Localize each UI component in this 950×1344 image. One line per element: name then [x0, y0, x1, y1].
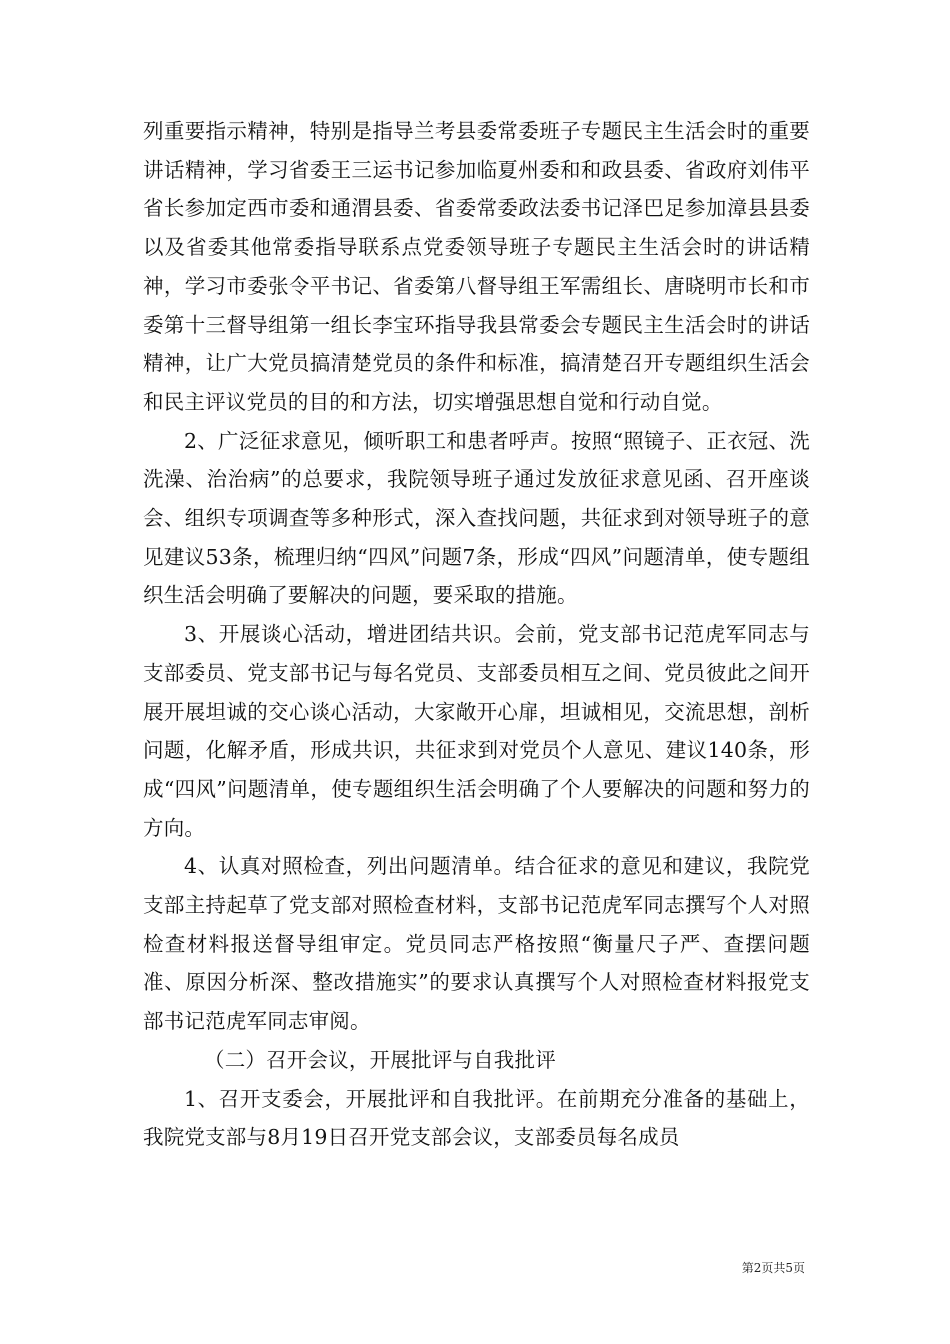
paragraph-item-2: 2、广泛征求意见，倾听职工和患者呼声。按照“照镜子、正衣冠、洗洗澡、治治病”的总要求，我院领导班子通过发放征求意见函、召开座谈会、组织专项调查等多种形式，深入查找问题，共征求到对领导班子的意见建议53条，梳理归纳“四风”问题7条，形成“四风”问题清单，使专题组织生活会明确了要解决的问题，要采取的措施。: [143, 428, 810, 608]
page-number: 第2页共5页: [741, 1261, 805, 1275]
paragraph-section-2-item-1: 1、召开支委会，开展批评和自我批评。在前期充分准备的基础上，我院党支部与8月19日召开党支部会议，支部委员每名成员: [143, 1086, 810, 1150]
paragraph-continuation: 列重要指示精神，特别是指导兰考县委常委班子专题民主生活会时的重要讲话精神，学习省委王三运书记参加临夏州委和和政县委、省政府刘伟平省长参加定西市委和通渭县委、省委常委政法委书记泽巴足参加漳县县委以及省委其他常委指导联系点党委领导班子专题民主生活会时的讲话精神，学习市委张令平书记、省委第八督导组王军需组长、唐晓明市长和市委第十三督导组第一组长李宝环指导我县常委会专题民主生活会时的讲话精神，让广大党员搞清楚党员的条件和标准，搞清楚召开专题组织生活会和民主评议党员的目的和方法，切实增强思想自觉和行动自觉。: [143, 119, 810, 414]
section-heading: （二）召开会议，开展批评与自我批评: [204, 1047, 556, 1072]
paragraph-item-4: 4、认真对照检查，列出问题清单。结合征求的意见和建议，我院党支部主持起草了党支部对照检查材料，支部书记范虎军同志撰写个人对照检查材料报送督导组审定。党员同志严格按照“衡量尺子严、查摆问题准、原因分析深、整改措施实”的要求认真撰写个人对照检查材料报党支部书记范虎军同志审阅。: [143, 854, 810, 1034]
document-body: [143, 112, 810, 1157]
paragraph-item-3: 3、开展谈心活动，增进团结共识。会前，党支部书记范虎军同志与支部委员、党支部书记与每名党员、支部委员相互之间、党员彼此之间开展开展坦诚的交心谈心活动，大家敞开心扉，坦诚相见，交流思想，剖析问题，化解矛盾，形成共识，共征求到对党员个人意见、建议140条，形成“四风”问题清单，使专题组织生活会明确了个人要解决的问题和努力的方向。: [143, 622, 810, 840]
